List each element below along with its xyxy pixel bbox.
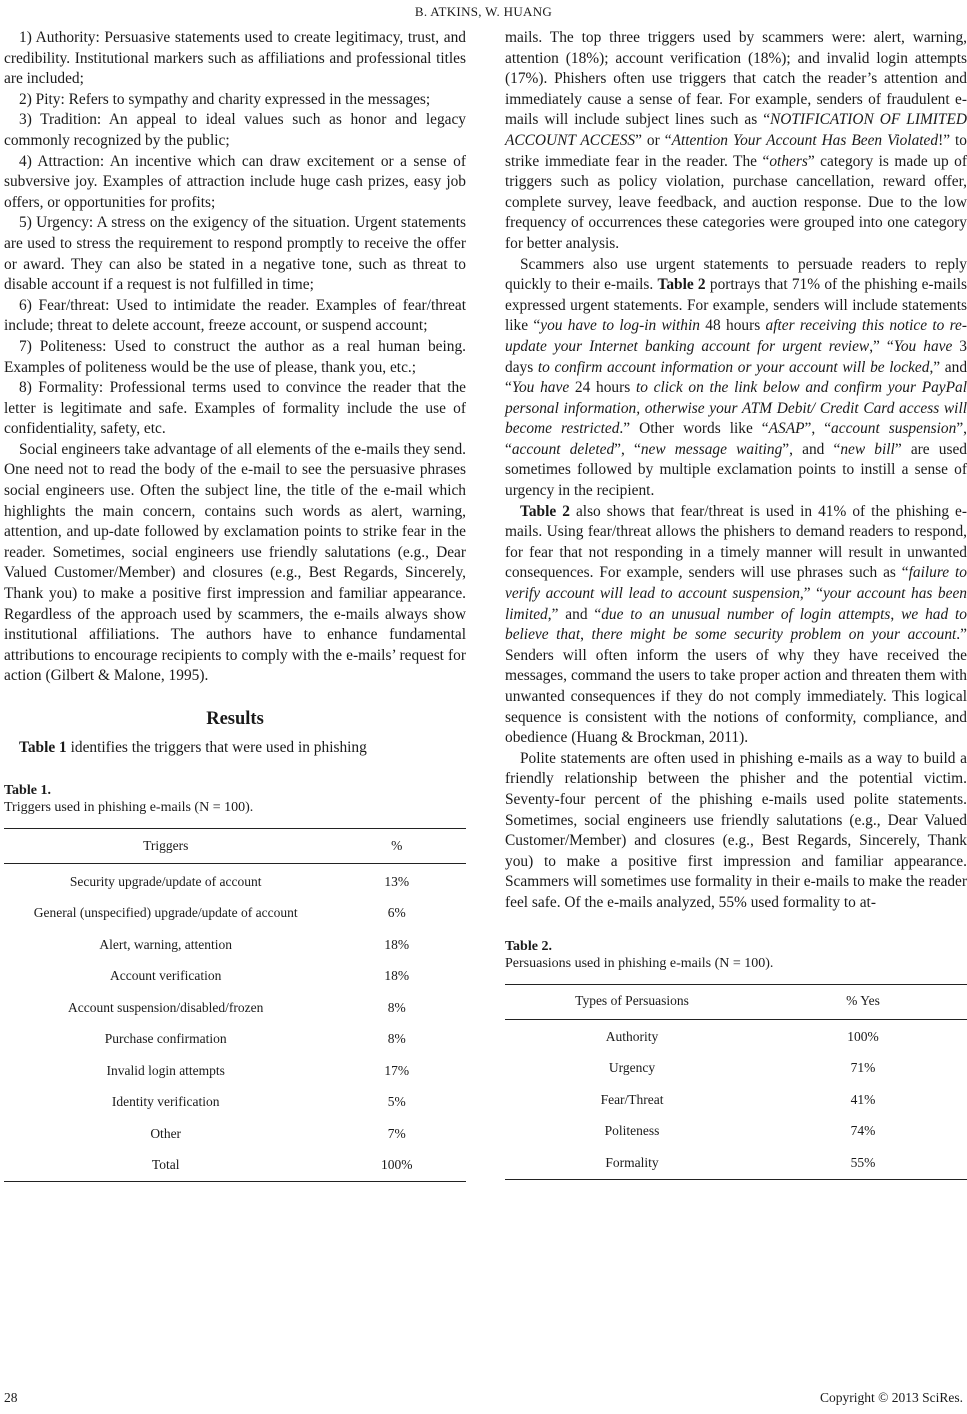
column-header: % [327,829,466,864]
body-text: !” to strike immediate fear in the reader. The “ [505,131,967,170]
table-2 [505,938,967,1181]
table-cell: Invalid login attempts [106,1062,225,1078]
body-text: ,” “ [869,337,894,355]
body-text: ”, “ [505,420,967,458]
table-row [4,1087,466,1119]
italic-text: account deleted [511,440,615,458]
table-cell: 100% [327,1150,466,1182]
list-item: 6) Fear/threat: Used to intimidate the reader. Examples of fear/threat include; threat to delete account, freeze account, or suspend account; [4,296,466,335]
italic-text: new message waiting [640,440,783,458]
body-text: 3 days [505,337,967,376]
body-paragraph [505,255,967,502]
body-text: 48 hours [699,317,766,335]
table-1 [4,782,466,1182]
left-column [4,28,466,1182]
list-item: 1) Authority: Persuasive statements used to create legitimacy, trust, and credibility. Institutional markers such as affiliations and professional titles are included; [4,29,466,88]
table-row [4,1024,466,1056]
table-row [505,1019,967,1053]
italic-text: due to an unusual number of login attempts [601,605,891,623]
column-header: Types of Persuasions [505,984,759,1019]
list-item: 7) Politeness: Used to construct the author as a real human being. Examples of politeness would be the use of please, thank you, etc.; [4,337,466,376]
italic-text: You have [893,337,953,355]
italic-text: failure to verify account will lead to account suspension [505,564,967,603]
table-cell: Politeness [604,1123,660,1139]
table-cell: 13% [384,873,410,889]
table-cell: Purchase confirmation [104,1031,227,1047]
italic-text: to click on the link below and confirm your PayPal personal information, otherwise your ATM Debit/ Credit Card access will become restricted [505,379,967,438]
body-text: ,” and “ [505,358,967,397]
table-row [505,1085,967,1117]
table-row [4,1055,466,1087]
table-cell: 7% [387,1125,406,1141]
body-text: ,” “ [799,585,823,603]
list-item: 2) Pity: Refers to sympathy and charity expressed in the messages; [19,90,431,108]
persuasions-table [505,984,967,1181]
body-text: mails. The top three triggers used by scammers were: alert, warning, attention (18%); account verification (18%); and invalid login attempts (17%). Phishers often use triggers that catch the reader’s attention and immediately cause a sense of fear. For example, senders of fraudulent e-mails will include subject lines such as “ [505,29,967,129]
table-row [4,864,466,898]
italic-text: NOTIFICATION OF LIMITED ACCOUNT ACCESS [505,111,967,149]
body-paragraph [505,502,967,749]
table-cell: 71% [850,1060,876,1076]
table-cell: 100% [847,1028,879,1044]
table-row [4,1118,466,1150]
table-reference: Table 1 [19,738,67,756]
italic-text: You have [511,379,570,397]
table-label: Table 2. [505,938,552,954]
table-cell: General (unspecified) upgrade/update of account [33,905,298,921]
table-cell: Authority [605,1028,659,1044]
body-text: ”, “ [804,420,832,438]
body-text: .” Senders will often inform the users of why they have received the messages, command the users to take proper action and threaten them with unwanted consequences if they do not comply immediately. This logical sequence is consistent with the notions of conformity, compliance, and obedience (Huang & Brockman, 2011). [505,626,967,747]
table-cell: Identity verification [111,1094,220,1110]
list-item: 8) Formality: Professional terms used to convince the reader that the letter is legitimate and safe. Examples of formality include the use of confidentiality, safety, etc. [4,379,466,438]
table-row [4,898,466,930]
body-paragraph: Polite statements are often used in phishing e-mails as a way to build a friendly relationship between the phisher and the potential victim. Seventy-four percent of the phishing e-mails used polite statements. Sometimes, social engineers use friendly salutations (e.g., Dear Valued Customer/Member) and closures (e.g., Best Regards, Sincerely, Thank you) to make a positive first impression and familiar appearance. Scammers will sometimes use formality in their e-mails to make the reader feel safe. Of the e-mails analyzed, 55% used formality to at- [505,749,967,911]
italic-text: we had to believe that [505,605,967,644]
italic-text: Attention Your Account Has Been Violated [671,131,939,149]
right-column [505,28,967,1180]
italic-text: others [769,152,808,170]
table-row [4,961,466,993]
table-cell: 74% [850,1123,876,1139]
italic-text: ASAP [768,420,805,438]
table-cell: Other [150,1125,182,1141]
column-header: Triggers [4,829,327,864]
body-text: Scammers also use urgent statements to persuade readers to reply quickly to their e-mails. [505,255,967,294]
table-header-row [505,984,967,1019]
body-text: ” category is made up of triggers such as policy violation, purchase cancellation, reward offer, complete survey, leave feedback, and auction response. Due to the low frequency of occurrences these categories were grouped into one category for better analysis. [505,152,967,252]
body-text: also shows that fear/threat is used in 41% of the phishing e-mails. Using fear/threat allows the phishers to demand readers to respond, for fear that not responding in a timely manner will result in unwanted consequences. For example, senders will use phrases such as “ [505,502,967,582]
body-paragraph [4,738,466,759]
table-cell: Account suspension/disabled/frozen [68,999,264,1015]
table-cell: Alert, warning, attention [99,936,233,952]
table-cell: 17% [384,1062,410,1078]
italic-text: account suspension [831,420,957,438]
body-text: ”, and “ [782,440,841,458]
table-row [4,992,466,1024]
table-cell: Security upgrade/update of account [69,873,262,889]
body-text: ” are used sometimes followed by multiple exclamation points to instill a sense of urgency in the recipient. [505,440,967,500]
body-paragraph: Social engineers take advantage of all elements of the e-mails they send. One need not to read the body of the e-mail to see the persuasive phrases social engineers use. Often the subject line, the title of the e-mail which highlights the main concern, contains such words as alert, warning, attention, and up-date followed by exclamation points to strike fear in the reader. Sometimes, social engineers use friendly salutations (e.g., Dear Valued Customer/Member) and closures (e.g., Best Regards, Sincerely, Thank you) to make a positive first impression and familiar appearance. Regardless of the approach used by scammers, the e-mails always show institutional affiliations. The authors have to enhance fundamental attributions to encourage recipients to comply with the e-mails’ request for action (Gilbert & Malone, 1995). [4,440,466,685]
copyright-notice: Copyright © 2013 SciRes. [819,1390,963,1405]
table-header-row [4,829,466,864]
running-head: B. ATKINS, W. HUANG [414,4,553,19]
body-text: ,” and “ [547,605,602,623]
table-cell: 55% [759,1148,967,1180]
table-row [4,1150,466,1182]
results-heading: Results [206,709,264,729]
table-caption: Persuasions used in phishing e-mails (N = 100). [505,955,774,971]
italic-text: your account has been limited [505,585,967,623]
list-item: 3) Tradition: An appeal to ideal values such as honor and legacy commonly recognized by the public; [4,111,466,149]
table-cell: 41% [850,1091,876,1107]
table-cell: Formality [505,1148,759,1180]
table-cell: Urgency [608,1060,656,1076]
column-header: % Yes [759,984,967,1019]
table-cell: Total [4,1150,327,1182]
body-text: , [890,605,902,623]
body-text: portrays that 71% of the phishing e-mails expressed urgent statements. For example, senders will include statements like “ [505,276,967,335]
body-text: 24 hours [569,379,636,397]
table-cell: 8% [387,999,406,1015]
table-cell: 18% [384,968,410,984]
body-text: .” Other words like “ [619,420,769,438]
body-paragraph [505,28,967,255]
body-text: ” or “ [635,131,672,149]
list-item: 4) Attraction: An incentive which can draw excitement or a sense of subversive joy. Examples of attraction include huge cash prizes, easy job offers, or opportunities for profits; [4,152,466,211]
italic-text: after receiving this notice to re-update your Internet banking account for urgent review [505,317,967,355]
body-text: , [580,626,592,644]
table-row [4,929,466,961]
table-cell: Account verification [110,968,222,984]
italic-text: you have to log-in within [540,317,700,335]
table-label: Table 1. [4,783,51,799]
triggers-table [4,828,466,1182]
table-cell: 8% [387,1031,406,1047]
table-caption: Triggers used in phishing e-mails (N = 100). [4,800,254,816]
italic-text: to confirm account information or your account will be locked [537,358,930,376]
table-row [505,1053,967,1085]
body-text: ”, “ [614,440,641,458]
body-text: identifies the triggers that were used in phishing [66,738,367,756]
table-row [505,1116,967,1148]
table-cell: 18% [384,936,410,952]
page-number: 28 [4,1390,18,1405]
table-cell: 6% [387,905,406,921]
list-item: 5) Urgency: A stress on the exigency of the situation. Urgent statements are used to stress the requirement to respond promptly to receive the offer or award. They can also be stated in a negative tone, such as threat to disable account if a request is not fulfilled in time; [4,214,466,294]
italic-text: there might be some security problem on your account [591,626,957,644]
table-cell: Fear/Threat [600,1091,664,1107]
table-row [505,1148,967,1180]
table-cell: 5% [387,1094,406,1110]
table-reference: Table 2 [520,502,570,520]
table-reference: Table 2 [657,276,706,294]
italic-text: new bill [840,440,895,458]
